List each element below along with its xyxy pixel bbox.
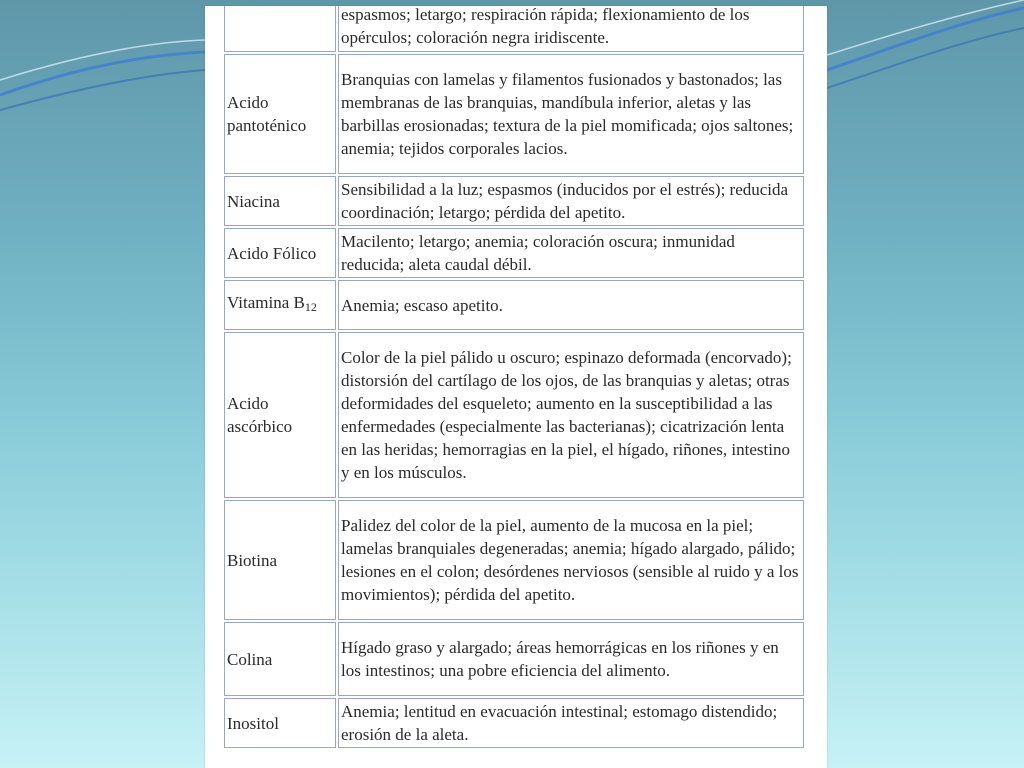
vitamin-cell: Acido Fólico [224,228,336,278]
vitamin-deficiency-table [222,6,806,750]
table-row [224,622,804,696]
table-row [224,6,804,52]
symptoms-cell: Color de la piel pálido u oscuro; espinazo deformada (encorvado); distorsión del cartílago de los ojos, de las branquias y aletas; otras deformidades del esqueleto; aumento en la susceptibilidad a las enfermedades (especialmente las bacterianas); cicatrización lenta en las heridas; hemorragias en la piel, el hígado, riñones, intestino y en los músculos. [338,332,804,498]
table-row [224,332,804,498]
vitamin-cell [224,280,336,330]
vitamin-cell: Colina [224,622,336,696]
symptoms-cell: espasmos; letargo; respiración rápida; flexionamiento de los opérculos; coloración negra iridiscente. [338,6,804,52]
table-row [224,698,804,748]
symptoms-cell: Anemia; escaso apetito. [338,280,804,330]
vitamin-subscript: 12 [304,300,317,314]
vitamin-cell: Acido pantoténico [224,54,336,174]
table-row [224,54,804,174]
table-row [224,500,804,620]
table-row [224,228,804,278]
symptoms-cell: Macilento; letargo; anemia; coloración oscura; inmunidad reducida; aleta caudal débil. [338,228,804,278]
symptoms-cell: Branquias con lamelas y filamentos fusionados y bastonados; las membranas de las branquias, mandíbula inferior, aletas y las barbillas erosionadas; textura de la piel momificada; ojos saltones; anemia; tejidos corporales lacios. [338,54,804,174]
table-row [224,280,804,330]
table-row [224,176,804,226]
vitamin-cell: Niacina [224,176,336,226]
vitamin-cell: Acido ascórbico [224,332,336,498]
symptoms-cell: Anemia; lentitud en evacuación intestinal; estomago distendido; erosión de la aleta. [338,698,804,748]
symptoms-cell: Palidez del color de la piel, aumento de la mucosa en la piel; lamelas branquiales degeneradas; anemia; hígado alargado, pálido; lesiones en el colon; desórdenes nerviosos (sensible al ruido y a los movimientos); pérdida del apetito. [338,500,804,620]
vitamin-name: Vitamina B [227,293,305,312]
document-page [205,6,827,768]
symptoms-cell: Sensibilidad a la luz; espasmos (inducidos por el estrés); reducida coordinación; letargo; pérdida del apetito. [338,176,804,226]
vitamin-cell [224,6,336,52]
symptoms-cell: Hígado graso y alargado; áreas hemorrágicas en los riñones y en los intestinos; una pobre eficiencia del alimento. [338,622,804,696]
vitamin-cell: Inositol [224,698,336,748]
vitamin-cell: Biotina [224,500,336,620]
